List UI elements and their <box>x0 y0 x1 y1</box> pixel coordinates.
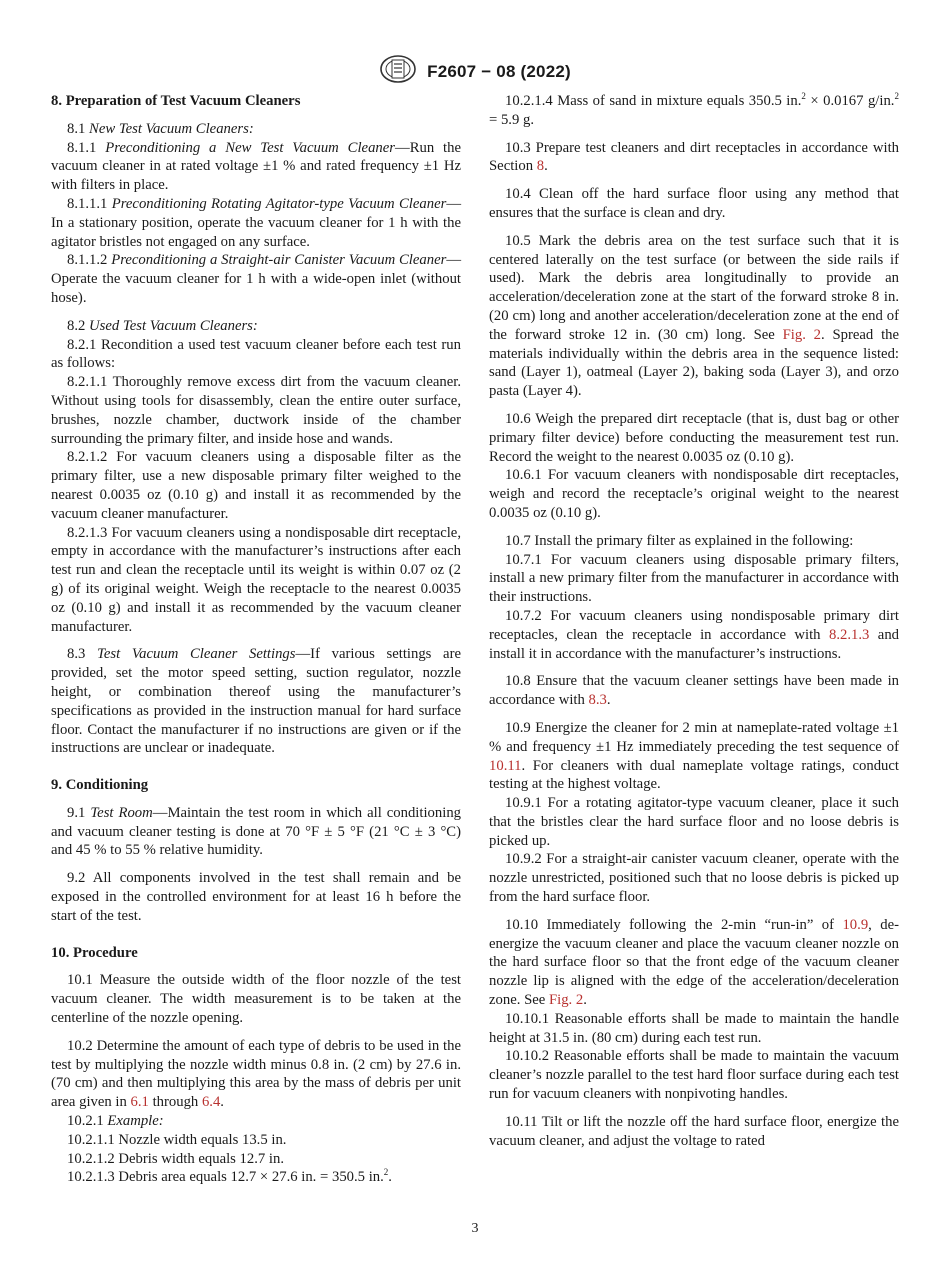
para-9-2: 9.2 All components involved in the test shall remain and be exposed in the controlled environment for at least 16 h before the start of the test. <box>51 870 461 924</box>
section-8-heading: 8. Preparation of Test Vacuum Cleaners <box>51 93 301 109</box>
link-section-8[interactable]: 8 <box>536 158 545 175</box>
right-column <box>489 92 899 1150</box>
left-column <box>51 92 461 1187</box>
para-10-8: 10.8 Ensure that the vacuum cleaner settings have been made in accordance with 8.3. <box>489 673 899 709</box>
document-code: F2607 − 08 (2022) <box>427 61 571 81</box>
para-10-4: 10.4 Clean off the hard surface floor using any method that ensures that the surface is clean and dry. <box>489 186 899 221</box>
para-10-2-1-2: 10.2.1.2 Debris width equals 12.7 in. <box>67 1150 285 1167</box>
para-10-6-1: 10.6.1 For vacuum cleaners with nondisposable dirt receptacles, weigh and record the receptacle’s original weight to the nearest 0.0035 oz (0.10 g). <box>489 467 899 521</box>
para-8-2: 8.2 Used Test Vacuum Cleaners: <box>67 317 258 334</box>
para-10-1: 10.1 Measure the outside width of the floor nozzle of the test vacuum cleaner. The width measurement is to be taken at the centerline of the nozzle opening. <box>51 972 461 1027</box>
link-fig-2-b[interactable]: Fig. 2 <box>548 992 584 1009</box>
link-fig-2[interactable]: Fig. 2 <box>782 326 822 343</box>
astm-logo-icon <box>379 54 417 89</box>
para-10-9-2: 10.9.2 For a straight-air canister vacuum cleaner, operate with the nozzle unrestricted, positioned such that no loose debris is picked up from the hard surface floor. <box>489 851 899 906</box>
para-8-2-1-1: 8.2.1.1 Thoroughly remove excess dirt from the vacuum cleaner. Without using tools for disassembly, clean the entire outer surface, brushes, nozzle chamber, ductwork inside of the chamber surrounding the primary filter, and inside hose and wands. <box>51 374 461 447</box>
para-10-9-1: 10.9.1 For a rotating agitator-type vacuum cleaner, place it such that the bristles clear the hard surface floor and no loose debris is picked up. <box>489 795 899 849</box>
para-10-7: 10.7 Install the primary filter as explained in the following: <box>505 532 854 549</box>
para-10-9: 10.9 Energize the cleaner for 2 min at nameplate-rated voltage ±1 % and frequency ±1 Hz immediately preceding the test sequence of 10.11. For cleaners with dual nameplate voltage ratings, conduct testing at the highest voltage. <box>489 719 899 793</box>
link-6-1[interactable]: 6.1 <box>130 1094 149 1111</box>
para-10-7-2: 10.7.2 For vacuum cleaners using nondisposable primary dirt receptacles, clean the receptacle in accordance with 8.2.1.3 and install it in accordance with the manufacturer’s instructions. <box>489 607 900 662</box>
section-10-heading: 10. Procedure <box>51 944 138 961</box>
link-8-2-1-3[interactable]: 8.2.1.3 <box>828 626 870 643</box>
para-10-2-1-1: 10.2.1.1 Nozzle width equals 13.5 in. <box>67 1131 287 1148</box>
section-9-heading: 9. Conditioning <box>51 777 149 794</box>
para-10-10-2: 10.10.2 Reasonable efforts shall be made to maintain the vacuum cleaner’s nozzle parallel to the test hard floor surface during each test run for vacuum cleaners with nonpivoting handles. <box>489 1048 899 1103</box>
link-10-9[interactable]: 10.9 <box>842 916 869 933</box>
link-8-3[interactable]: 8.3 <box>588 692 607 709</box>
para-10-10: 10.10 Immediately following the 2-min “run-in” of 10.9, de-energize the vacuum cleaner and place the vacuum cleaner nozzle on the hard surface floor so that the front edge of the vacuum cleaner nozzle lip is aligned with the edge of the acceleration/deceleration zone. See Fig. 2. <box>489 916 899 1009</box>
para-10-2: 10.2 Determine the amount of each type of debris to be used in the test by multiplying the nozzle width minus 0.8 in. (2 cm) by 27.6 in. (70 cm) and then multiplying this area by the mass of debris per unit area given in 6.1 through 6.4. <box>51 1037 461 1111</box>
link-6-4[interactable]: 6.4 <box>201 1094 221 1111</box>
para-10-2-1-3: 10.2.1.3 Debris area equals 12.7 × 27.6 in. = 350.5 in.$^2$. <box>67 1167 392 1186</box>
para-8-1-1-2: 8.1.1.2 Preconditioning a Straight-air Canister Vacuum Cleaner—Operate the vacuum cleaner for 1 h with a wide-open inlet (without hose). <box>51 252 462 306</box>
para-10-11: 10.11 Tilt or lift the nozzle off the hard surface floor, energize the vacuum cleaner, and adjust the voltage to rated <box>489 1113 899 1149</box>
para-10-7-1: 10.7.1 For vacuum cleaners using disposable primary filters, install a new primary filter from the manufacturer in accordance with their instructions. <box>489 551 899 606</box>
para-10-5: 10.5 Mark the debris area on the test surface such that it is centered laterally on the test surface (or between the side rails if used). Mark the debris area longitudinally to provide an acceleration/deceleration zone at the start of the forward stroke 8 in. (20 cm) long and another acceleration/deceleration zone at the end of the forward stroke 12 in. (30 cm) long. See Fig. 2. Spread the materials individually within the debris area in the sequence listed: sand (Layer 1), oatmeal (Layer 2), baking soda (Layer 3), and orzo pasta (Layer 4). <box>489 232 900 400</box>
para-10-10-1: 10.10.1 Reasonable efforts shall be made to maintain the handle height at 31.5 in. (80 cm) during each test run. <box>489 1010 899 1046</box>
page-header <box>0 54 950 89</box>
para-8-2-1-3: 8.2.1.3 For vacuum cleaners using a nondisposable dirt receptacle, empty in accordance with the manufacturer’s instructions after each test run and clean the receptacle until its weight is within 0.07 oz (2 g) of its original weight. Weigh the receptacle to the nearest 0.0035 oz (0.10 g) and install it as recommended by the vacuum cleaner manufacturer. <box>51 524 461 635</box>
para-9-1: 9.1 Test Room—Maintain the test room in which all conditioning and vacuum cleaner testing is done at 70 °F ± 5 °F (21 °C ± 3 °C) and 45 % to 55 % relative humidity. <box>51 804 462 859</box>
para-8-1-1-1: 8.1.1.1 Preconditioning Rotating Agitator-type Vacuum Cleaner—In a stationary position, operate the vacuum cleaner for 1 h with the agitator bristles not engaged on any surface. <box>51 195 461 250</box>
para-8-2-1: 8.2.1 Recondition a used test vacuum cleaner before each test run as follows: <box>51 336 461 372</box>
para-8-3: 8.3 Test Vacuum Cleaner Settings—If various settings are provided, set the motor speed setting, suction regulator, nozzle height, or combination thereof using the manufacturer’s specifications as provided in the instruction manual for hard surface floor. Contact the manufacturer if no instructions are given or if the instructions are unclear or inadequate. <box>51 646 461 757</box>
para-10-2-1-4: 10.2.1.4 Mass of sand in mixture equals 350.5 in.$^2$ × 0.0167 g/in.$^2$ = 5.9 g. <box>489 91 899 128</box>
para-10-3: 10.3 Prepare test cleaners and dirt receptacles in accordance with Section 8. <box>489 139 899 175</box>
page-number: 3 <box>471 1221 479 1236</box>
para-10-6: 10.6 Weigh the prepared dirt receptacle (that is, dust bag or other primary filter device) before conducting the measurement test run. Record the weight to the nearest 0.0035 oz (0.10 g). <box>489 410 899 465</box>
para-8-1: 8.1 New Test Vacuum Cleaners: <box>67 120 254 137</box>
para-8-2-1-2: 8.2.1.2 For vacuum cleaners using a disposable filter as the primary filter, use a new disposable primary filter weighed to the nearest 0.0035 oz (0.10 g) and install it as recommended by the vacuum cleaner manufacturer. <box>51 449 461 522</box>
link-10-11[interactable]: 10.11 <box>489 757 522 774</box>
para-10-2-1: 10.2.1 Example: <box>67 1113 164 1130</box>
para-8-1-1: 8.1.1 Preconditioning a New Test Vacuum Cleaner—Run the vacuum cleaner in at rated voltage ±1 % and rated frequency ±1 Hz with filters in place. <box>51 139 461 194</box>
